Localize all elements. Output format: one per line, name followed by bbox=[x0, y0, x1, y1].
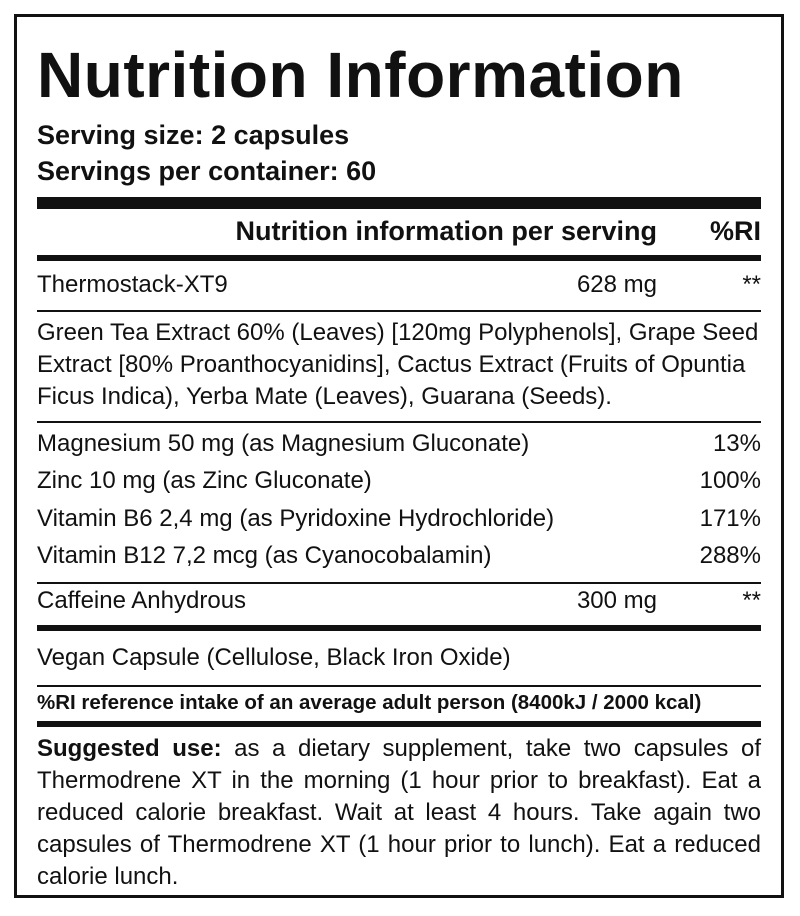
mineral-name: Magnesium 50 mg (as Magnesium Gluconate) bbox=[37, 430, 530, 457]
divider bbox=[37, 685, 761, 687]
caffeine-amount: 300 mg bbox=[576, 587, 657, 614]
caffeine-ri: ** bbox=[742, 587, 761, 614]
mineral-ri: 13% bbox=[712, 430, 761, 457]
mineral-ri: 100% bbox=[699, 467, 761, 494]
reference-note: %RI reference intake of an average adult person (8400kJ / 2000 kcal) bbox=[37, 691, 702, 714]
nutrition-label-panel bbox=[14, 14, 784, 898]
divider-header bbox=[37, 255, 761, 261]
servings-per-container: Servings per container: 60 bbox=[37, 156, 377, 186]
divider-thick bbox=[37, 721, 761, 727]
suggested-use bbox=[37, 733, 761, 893]
caffeine-name: Caffeine Anhydrous bbox=[37, 587, 247, 614]
divider bbox=[37, 310, 761, 312]
mineral-ri: 288% bbox=[699, 542, 761, 569]
mineral-ri: 171% bbox=[699, 505, 761, 532]
blend-name: Thermostack-XT9 bbox=[37, 271, 228, 298]
mineral-name: Zinc 10 mg (as Zinc Gluconate) bbox=[37, 467, 372, 494]
divider-thick bbox=[37, 197, 761, 209]
mineral-name: Vitamin B6 2,4 mg (as Pyridoxine Hydrochloride) bbox=[37, 505, 555, 532]
blend-ingredients: Green Tea Extract 60% (Leaves) [120mg Polyphenols], Grape Seed Extract [80% Proanthocyanidins], Cactus Extract (Fruits of Opuntia Ficus Indica), Yerba Mate (Leaves), Guarana (Seeds). bbox=[37, 319, 759, 410]
serving-size: Serving size: 2 capsules bbox=[37, 120, 350, 150]
capsule-text: Vegan Capsule (Cellulose, Black Iron Oxide) bbox=[37, 644, 511, 671]
label-title: Nutrition Information bbox=[37, 39, 684, 111]
blend-amount: 628 mg bbox=[576, 271, 657, 298]
header-label: Nutrition information per serving bbox=[235, 216, 657, 246]
divider bbox=[37, 582, 761, 584]
suggested-use-text: as a dietary supplement, take two capsules of Thermodrene XT in the morning (1 hour prior to breakfast). Eat a reduced calorie breakfast. Wait at least 4 hours. Take again two capsules of Thermodrene XT (1 hour prior to lunch). Eat a reduced calorie lunch. bbox=[37, 735, 761, 890]
header-ri: %RI bbox=[709, 216, 761, 246]
divider bbox=[37, 421, 761, 423]
suggested-use-label: Suggested use: bbox=[37, 735, 222, 762]
divider-thick bbox=[37, 625, 761, 631]
mineral-name: Vitamin B12 7,2 mcg (as Cyanocobalamin) bbox=[37, 542, 492, 569]
blend-ri: ** bbox=[742, 271, 761, 298]
serving-info bbox=[37, 117, 376, 189]
